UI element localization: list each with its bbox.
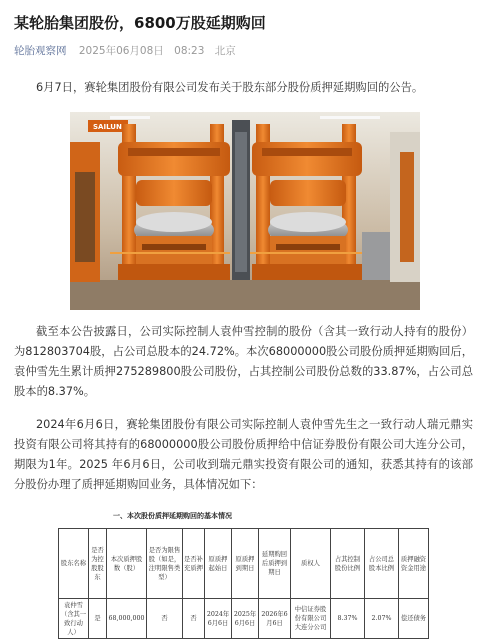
table-row — [59, 599, 429, 639]
table-cell: 2.07% — [365, 599, 399, 639]
pledge-table — [58, 528, 429, 639]
publish-date: 2025年06月08日 — [78, 45, 164, 57]
table-cell: 袁仲雪（含其一致行动人） — [59, 599, 89, 639]
header-cell: 原质押到期日 — [232, 529, 259, 599]
header-cell: 是否补充质押 — [183, 529, 205, 599]
table-cell: 中信证券股份有限公司大连分公司 — [291, 599, 331, 639]
lead-paragraph: 6月7日，赛轮集团股份有限公司发布关于股东部分股份质押延期购回的公告。 — [36, 81, 424, 94]
header-cell: 是否为限售股（如是，注明限售类型） — [147, 529, 183, 599]
header-cell: 延期购回后质押到期日 — [259, 529, 291, 599]
table-header-row — [59, 529, 429, 599]
header-cell: 占其控制股份比例 — [331, 529, 365, 599]
table-title: 一、本次股份质押延期购回的基本情况 — [113, 512, 232, 520]
paragraph-2: 2024年6月6日，赛轮集团股份有限公司实际控制人袁仲雪先生之一致行动人瑞元鼎实投资有限公司将其持有的68000000股公司股份质押给中信证券股份有限公司大连分公司，期限为1年。2025 年6月6日，公司收到瑞元鼎实投资有限公司的通知，获悉其持有的该部分股份办理了质押延期购回业务，具体情况如下： — [14, 418, 473, 491]
factory-photo — [70, 112, 420, 310]
table-cell: 偿还债务 — [399, 599, 429, 639]
table-cell: 2025年6月6日 — [232, 599, 259, 639]
table-cell: 2024年6月6日 — [205, 599, 232, 639]
publish-time: 08:23 — [174, 45, 205, 57]
tire-curing-press-illustration — [70, 112, 420, 310]
publish-location: 北京 — [214, 45, 236, 57]
article-meta — [14, 43, 236, 58]
header-cell: 原质押起始日 — [205, 529, 232, 599]
table-cell: 否 — [183, 599, 205, 639]
header-cell: 质押融资资金用途 — [399, 529, 429, 599]
header-cell: 股东名称 — [59, 529, 89, 599]
article-title: 某轮胎集团股份，6800万股延期购回 — [14, 14, 266, 32]
source-link[interactable]: 轮胎观察网 — [14, 45, 67, 57]
table-cell: 2026年6月6日 — [259, 599, 291, 639]
header-cell: 占公司总股本比例 — [365, 529, 399, 599]
table-cell: 是 — [89, 599, 107, 639]
sailun-logo: SAILUN — [93, 123, 122, 131]
paragraph-1: 截至本公告披露日，公司实际控制人袁仲雪控制的股份（含其一致行动人持有的股份）为812803704股，占公司总股本的24.72%。本次68000000股公司股份质押延期购回后，袁仲雪先生累计质押275289800股公司股份，占其控制公司股份总数的33.87%，占公司总股本的8.37%。 — [14, 325, 473, 398]
table-cell: 68,000,000 — [107, 599, 147, 639]
header-cell: 是否为控股股东 — [89, 529, 107, 599]
header-cell: 质权人 — [291, 529, 331, 599]
table-cell: 8.37% — [331, 599, 365, 639]
header-cell: 本次质押股数（股） — [107, 529, 147, 599]
table-cell: 否 — [147, 599, 183, 639]
